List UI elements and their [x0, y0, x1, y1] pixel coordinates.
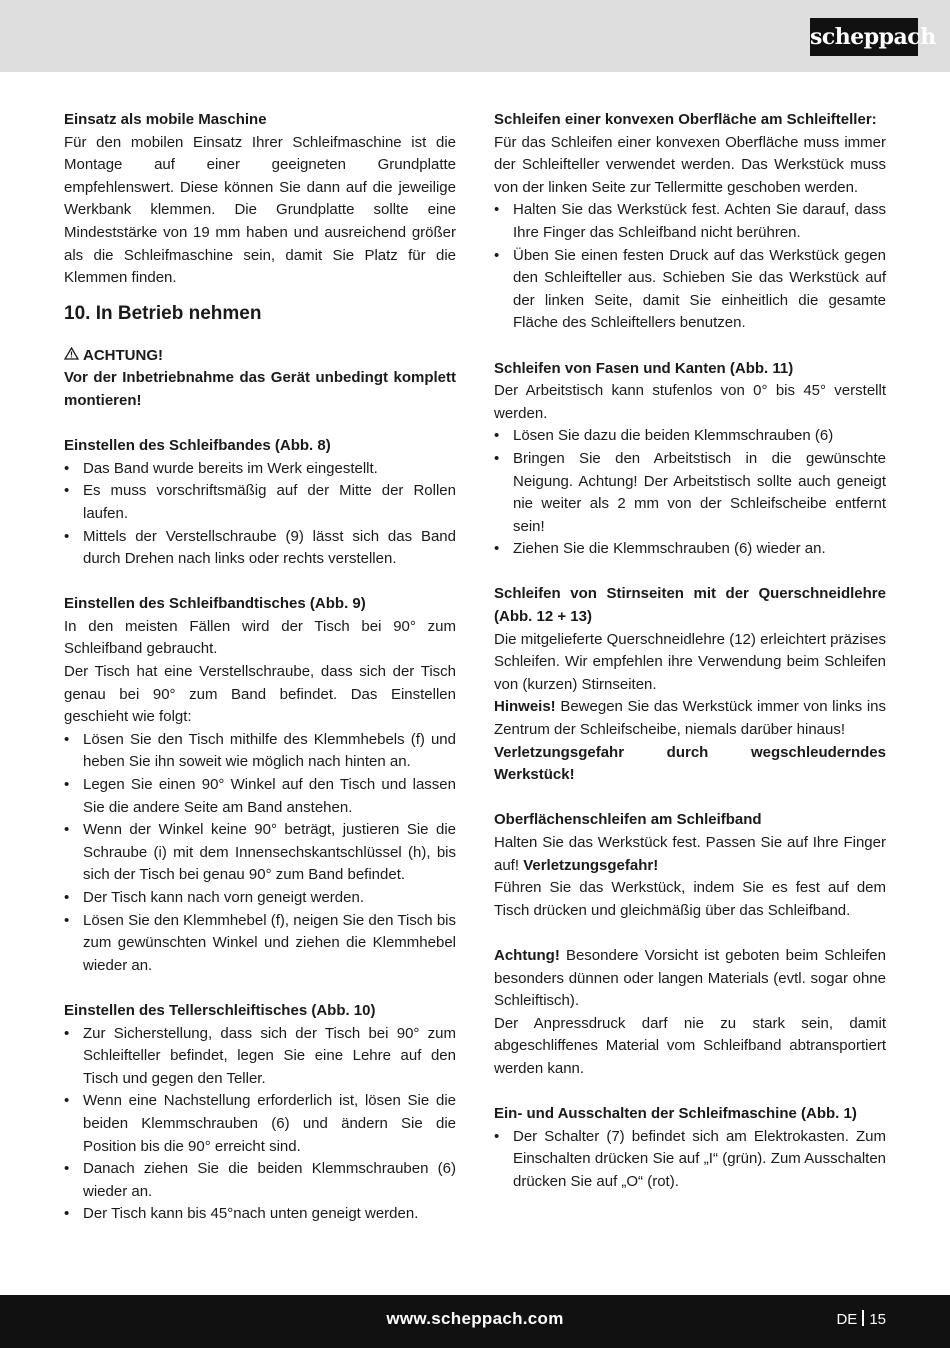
- separator: [862, 1310, 864, 1326]
- list-item: • Der Tisch kann nach vorn geneigt werden.: [64, 887, 456, 910]
- bandtisch-text-1: In den meisten Fällen wird der Tisch bei 90° zum Schleifband gebraucht.: [64, 617, 456, 658]
- section-title: In Betrieb nehmen: [95, 302, 262, 324]
- flaeche-heading: Oberflächenschleifen am Schleifband: [494, 811, 762, 829]
- bandtisch-list: [64, 729, 456, 978]
- schalten-list: [494, 1126, 886, 1194]
- tellertisch-list: [64, 1023, 456, 1226]
- warning-label-line: [64, 345, 456, 368]
- list-item: • Legen Sie einen 90° Winkel auf den Tisch und lassen Sie die andere Seite am Band anstehen.: [64, 774, 456, 819]
- stirn-hint: [494, 696, 886, 741]
- list-item: • Lösen Sie dazu die beiden Klemmschrauben (6): [494, 425, 886, 448]
- warning-triangle-icon: [64, 345, 79, 368]
- band-list: [64, 458, 456, 571]
- bandtisch-heading: Einstellen des Schleifbandtisches (Abb. 9): [64, 595, 366, 613]
- list-item: • Es muss vorschriftsmäßig auf der Mitte der Rollen laufen.: [64, 480, 456, 525]
- warning-text: Vor der Inbetriebnahme das Gerät unbedingt komplett montieren!: [64, 369, 456, 409]
- language-code: DE: [836, 1311, 858, 1328]
- fasen-text: Der Arbeitstisch kann stufenlos von 0° bis 45° verstellt werden.: [494, 382, 886, 422]
- list-item: • Lösen Sie den Klemmhebel (f), neigen Sie den Tisch bis zum gewünschten Winkel und ziehen die Klemmhebel wieder an.: [64, 910, 456, 978]
- list-item: • Das Band wurde bereits im Werk eingestellt.: [64, 458, 456, 481]
- list-item: • Üben Sie einen festen Druck auf das Werkstück gegen den Schleifteller aus. Schieben Sie das Werkstück auf der linken Seite, damit Sie einheitlich die gesamte Fläche des Schleiftellers benutzen.: [494, 245, 886, 335]
- warning-label: ACHTUNG!: [83, 346, 163, 364]
- page-header: [0, 0, 950, 72]
- fasen-heading: Schleifen von Fasen und Kanten (Abb. 11): [494, 359, 794, 377]
- flaeche-text-1: [494, 832, 886, 877]
- list-item: • Wenn der Winkel keine 90° beträgt, justieren Sie die Schraube (i) mit dem Innensechskantschlüssel (h), bis sich der Tisch bei genau 90° zum Band befindet.: [64, 819, 456, 887]
- footer-url[interactable]: www.scheppach.com: [386, 1309, 564, 1328]
- hint-label: Hinweis!: [494, 698, 556, 716]
- danger-line-1: Verletzungsgefahr durch wegschleuderndes: [494, 743, 886, 761]
- flaeche-text-2: Führen Sie das Werkstück, indem Sie es fest auf dem Tisch drücken und gleichmäßig über das Schleifband.: [494, 879, 886, 919]
- list-item: • Mittels der Verstellschraube (9) lässt sich das Band durch Drehen nach links oder rechts verstellen.: [64, 526, 456, 571]
- page-indicator: [836, 1310, 886, 1328]
- flaeche-text-1-bold: Verletzungsgefahr!: [523, 856, 659, 874]
- schalten-heading: Ein- und Ausschalten der Schleifmaschine (Abb. 1): [494, 1105, 857, 1123]
- right-column: [494, 109, 886, 1194]
- band-heading: Einstellen des Schleifbandes (Abb. 8): [64, 437, 331, 455]
- konvex-list: [494, 199, 886, 335]
- mobile-text: Für den mobilen Einsatz Ihrer Schleifmaschine ist die Montage auf einer geeigneten Grundplatte empfehlenswert. Diese können Sie dann auf die jeweilige Werkbank klemmen. Die Grundplatte sollte eine Mindeststärke von 19 mm haben und ausreichend größer als die Schleifmaschine sein, damit Sie Platz für die Klemmen finden.: [64, 133, 456, 287]
- achtung-text-2: Der Anpressdruck darf nie zu stark sein, damit abgeschliffenes Material vom Schleifband abtransportiert werden kann.: [494, 1014, 886, 1077]
- flaeche-text-1-plain: Halten Sie das Werkstück fest. Passen Sie auf Ihre Finger auf!: [494, 834, 886, 874]
- list-item: • Der Schalter (7) befindet sich am Elektrokasten. Zum Einschalten drücken Sie auf „I“ (grün). Zum Ausschalten drücken Sie auf „O“ (rot).: [494, 1126, 886, 1194]
- hint-text: Bewegen Sie das Werkstück immer von links ins Zentrum der Schleifscheibe, niemals darüber hinaus!: [494, 698, 886, 739]
- stirn-heading: Schleifen von Stirnseiten mit der Querschneidlehre (Abb. 12 + 13): [494, 585, 886, 626]
- list-item: • Lösen Sie den Tisch mithilfe des Klemmhebels (f) und heben Sie ihn soweit wie möglich nach hinten an.: [64, 729, 456, 774]
- left-column: [64, 109, 456, 1226]
- danger-line-2: Werkstück!: [494, 766, 575, 784]
- list-item: • Ziehen Sie die Klemmschrauben (6) wieder an.: [494, 538, 886, 561]
- stirn-text: Die mitgelieferte Querschneidlehre (12) erleichtert präzises Schleifen. Wir empfehlen ihre Verwendung beim Schleifen von (kurzen) Stirnseiten.: [494, 630, 886, 693]
- bandtisch-text-2: Der Tisch hat eine Verstellschraube, dass sich der Tisch genau bei 90° zum Band befindet. Das Einstellen geschieht wie folgt:: [64, 663, 456, 726]
- fasen-list: [494, 425, 886, 561]
- achtung-label: Achtung!: [494, 946, 560, 964]
- achtung-text: [494, 945, 886, 1013]
- achtung-plain: Besondere Vorsicht ist geboten beim Schleifen besonders dünnen oder langen Materials (evtl. sogar ohne Schleiftisch).: [494, 946, 886, 1010]
- tellertisch-heading: Einstellen des Tellerschleiftisches (Abb. 10): [64, 1001, 376, 1019]
- page-number: 15: [869, 1311, 886, 1328]
- mobile-heading: Einsatz als mobile Maschine: [64, 111, 267, 128]
- list-item: • Halten Sie das Werkstück fest. Achten Sie darauf, dass Ihre Finger das Schleifband nicht berühren.: [494, 199, 886, 244]
- page-footer: [0, 1295, 950, 1348]
- list-item: • Der Tisch kann bis 45°nach unten geneigt werden.: [64, 1203, 456, 1226]
- konvex-heading: Schleifen einer konvexen Oberfläche am Schleifteller:: [494, 111, 877, 128]
- list-item: • Wenn eine Nachstellung erforderlich ist, lösen Sie die beiden Klemmschrauben (6) und ändern Sie die Position bis die 90° erreicht sind.: [64, 1090, 456, 1158]
- list-item: • Danach ziehen Sie die beiden Klemmschrauben (6) wieder an.: [64, 1158, 456, 1203]
- list-item: • Bringen Sie den Arbeitstisch in die gewünschte Neigung. Achtung! Der Arbeitstisch sollte auch geneigt nie weiter als 2 mm von der Schleifscheibe entfernt sein!: [494, 448, 886, 538]
- section-heading: [64, 301, 456, 327]
- list-item: • Zur Sicherstellung, dass sich der Tisch bei 90° zum Schleifteller befindet, legen Sie eine Lehre auf den Tisch und gegen den Teller.: [64, 1023, 456, 1091]
- konvex-text: Für das Schleifen einer konvexen Oberfläche muss immer der Schleifteller verwendet werden. Das Werkstück muss von der linken Seite zur Tellermitte geschoben werden.: [494, 133, 886, 196]
- section-number: 10.: [64, 302, 91, 324]
- scheppach-logo: scheppach: [810, 18, 918, 56]
